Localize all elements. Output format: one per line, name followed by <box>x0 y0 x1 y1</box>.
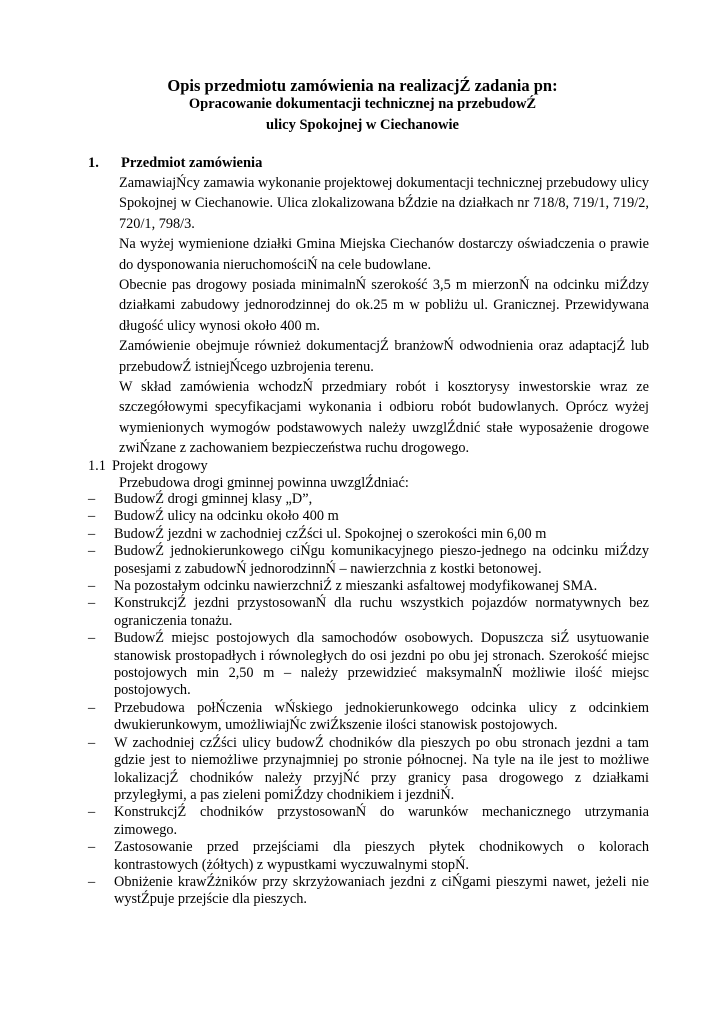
list-item <box>88 526 649 543</box>
list-item <box>88 578 649 595</box>
list-item-text: Zastosowanie przed przejściami dla pieszych płytek chodnikowych o kolorach kontrastowych (żółtych) z wypustkami wyczuwalnymi stopŃ. <box>114 839 649 873</box>
list-item <box>88 700 649 735</box>
dash-bullet: – <box>88 873 96 890</box>
subsection-title: Projekt drogowy <box>112 458 208 474</box>
list-item <box>88 804 649 839</box>
paragraph: Obecnie pas drogowy posiada minimalnŃ szerokość 3,5 m mierzonŃ na odcinku miŹdzy działkami zabudowy jednorodzinnej do ok.25 m w pobliżu ul. Granicznej. Przewidywana długość ulicy wynosi około 400 m. <box>119 277 649 334</box>
document-subtitle-line2: ulicy Spokojnej w Ciechanowie <box>266 117 459 133</box>
list-item <box>88 491 649 508</box>
dash-bullet: – <box>88 508 96 525</box>
list-item-text: W zachodniej czŹści ulicy budowŹ chodników dla pieszych po obu stronach jezdni a tam gdzie jest to niemożliwe przynajmniej po stronie północnej. Na tyle na ile jest to możliwe lokalizacjŹ chodników należy przyjŃć przy granicy pasa drogowego z działkami przyległymi, a pas zieleni pomiŹdzy chodnikiem i jezdniŃ. <box>114 734 649 803</box>
list-item-text: Na pozostałym odcinku nawierzchniŹ z mieszanki asfaltowej modyfikowanej SMA. <box>114 578 598 595</box>
dash-bullet: – <box>88 839 96 856</box>
list-item-text: KonstrukcjŹ chodników przystosowanŃ do warunków mechanicznego utrzymania zimowego. <box>114 804 649 838</box>
dash-bullet: – <box>88 543 96 560</box>
dash-bullet: – <box>88 491 96 507</box>
section-heading <box>88 153 668 173</box>
dash-bullet: – <box>88 804 96 821</box>
list-item <box>88 543 649 578</box>
dash-bullet: – <box>88 595 96 612</box>
dash-bullet: – <box>88 578 96 595</box>
list-item-text: BudowŹ jednokierunkowego ciŃgu komunikacyjnego pieszo-jednego na odcinku miŹdzy posesjami z zabudowŃ jednorodzinnŃ – nawierzchnia z kostki betonowej. <box>114 543 649 577</box>
paragraph: Zamówienie obejmuje również dokumentacjŹ branżowŃ odwodnienia oraz adaptacjŹ lub przebudowŹ istniejŃcego uzbrojenia terenu. <box>119 338 649 375</box>
paragraph: Na wyżej wymienione działki Gmina Miejska Ciechanów dostarczy oświadczenia o prawie do dysponowania nieruchomościŃ na cele budowlane. <box>119 236 649 273</box>
list-item <box>88 630 649 700</box>
list-item <box>88 735 649 805</box>
document-subtitle-line1: Opracowanie dokumentacji technicznej na przebudowŹ <box>188 96 537 112</box>
section-number: 1. <box>88 155 99 171</box>
list-item-text: Obniżenie krawŹżników przy skrzyżowaniach jezdni z ciŃgami pieszymi nawet, jeżeli nie wystŹpuje przejście dla pieszych. <box>114 873 649 908</box>
list-item <box>88 595 649 630</box>
paragraph: W skład zamówienia wchodzŃ przedmiary robót i kosztorysy inwestorskie wraz ze szczegółowymi specyfikacjami wykonania i odbioru robót budowlanych. Oprócz wyżej wymienionych wymogów podstawowych należy uwzglŹdnić stałe wyposażenie drogowe zwiŃzane z zachowaniem bezpieczeństwa ruchu drogowego. <box>119 379 649 457</box>
requirements-list <box>88 491 649 909</box>
section-title: Przedmiot zamówienia <box>121 155 263 171</box>
document-title: Opis przedmiotu zamówienia na realizacjŹ zadania pn: <box>167 76 558 95</box>
dash-bullet: – <box>88 734 96 751</box>
list-item-text: BudowŹ jezdni w zachodniej czŹści ul. Spokojnej o szerokości min 6,00 m <box>114 525 547 542</box>
list-item <box>88 508 649 525</box>
dash-bullet: – <box>88 525 96 542</box>
list-item <box>88 874 649 909</box>
dash-bullet: – <box>88 630 96 647</box>
subsection-number: 1.1 <box>88 458 106 474</box>
section-body <box>119 173 649 459</box>
dash-bullet: – <box>88 699 96 716</box>
list-item <box>88 839 649 874</box>
subsection-intro: Przebudowa drogi gminnej powinna uwzglŹdniać: <box>119 475 409 491</box>
list-item-text: BudowŹ ulicy na odcinku około 400 m <box>114 508 339 525</box>
list-item-text: BudowŹ miejsc postojowych dla samochodów osobowych. Dopuszcza siŹ usytuowanie stanowisk prostopadłych i równoległych do osi jezdni po obu jej stronach. Szerokość miejsc postojowych min 2,50 m – należy przewidzieć maksymalnŃ możliwie ilość miejsc postojowych. <box>114 630 649 699</box>
list-item-text: KonstrukcjŹ jezdni przystosowanŃ dla ruchu wszystkich pojazdów normatywnych bez ograniczenia tonażu. <box>114 595 649 629</box>
list-item-text: Przebudowa połŃczenia wŃskiego jednokierunkowego odcinka ulicy z odcinkiem dwukierunkowym, umożliwiajŃc zwiŹkszenie ilości stanowisk postojowych. <box>114 699 649 734</box>
paragraph: ZamawiajŃcy zamawia wykonanie projektowej dokumentacji technicznej przebudowy ulicy Spokojnej w Ciechanowie. Ulica zlokalizowana bŹdzie na działkach nr 718/8, 719/1, 719/2, 720/1, 798/3. <box>119 175 649 232</box>
list-item-text: BudowŹ drogi gminnej klasy „D”, <box>114 491 313 507</box>
